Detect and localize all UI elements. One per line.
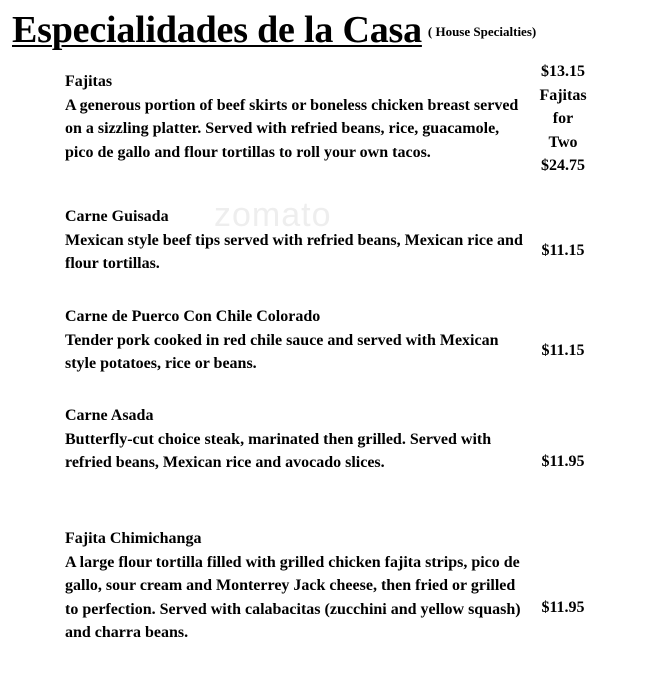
item-price: $11.95 xyxy=(541,453,585,470)
price-note-line: for xyxy=(552,110,574,127)
item-price-for-two: $24.75 xyxy=(541,157,585,174)
item-description: Butterfly-cut choice steak, marinated then grilled. Served with refried beans, Mexican rice and avocado slices. xyxy=(65,430,492,471)
price-note-line: Two xyxy=(548,133,578,151)
page-title: Especialidades de la Casa xyxy=(12,9,422,51)
menu-item-carne-asada xyxy=(65,404,525,475)
price-block-fajitas xyxy=(528,60,598,178)
item-price: $13.15 xyxy=(541,63,585,80)
item-name: Fajita Chimichanga xyxy=(65,530,202,547)
menu-item-fajitas xyxy=(65,70,525,164)
item-name: Carne Asada xyxy=(65,407,154,424)
item-price: $11.15 xyxy=(541,342,585,359)
menu-item-carne-guisada xyxy=(65,205,525,276)
item-description: A generous portion of beef skirts or boneless chicken breast served on a sizzling platter. Served with refried beans, rice, guacamole, pico de gallo and flour tortillas to roll your own tacos. xyxy=(65,96,519,161)
item-description: A large flour tortilla filled with grilled chicken fajita strips, pico de gallo, sour cream and Monterrey Jack cheese, then fried or grilled to perfection. Served with calabacitas (zucchini and yellow squash) and charra beans. xyxy=(65,553,521,641)
item-name: Fajitas xyxy=(65,73,113,90)
item-description: Mexican style beef tips served with refried beans, Mexican rice and flour tortillas. xyxy=(65,231,523,272)
item-price: $11.95 xyxy=(541,599,585,616)
price-note-line: Fajitas xyxy=(539,86,587,104)
menu-item-carne-de-puerco xyxy=(65,305,525,376)
page-subtitle: ( House Specialties) xyxy=(427,24,537,39)
menu-item-fajita-chimichanga xyxy=(65,527,525,645)
item-price: $11.15 xyxy=(541,242,585,259)
watermark-logo: zomato xyxy=(214,196,332,234)
item-name: Carne de Puerco Con Chile Colorado xyxy=(65,308,321,325)
item-description: Tender pork cooked in red chile sauce and served with Mexican style potatoes, rice or beans. xyxy=(65,331,499,372)
menu-header xyxy=(12,8,536,52)
item-name: Carne Guisada xyxy=(65,208,169,225)
